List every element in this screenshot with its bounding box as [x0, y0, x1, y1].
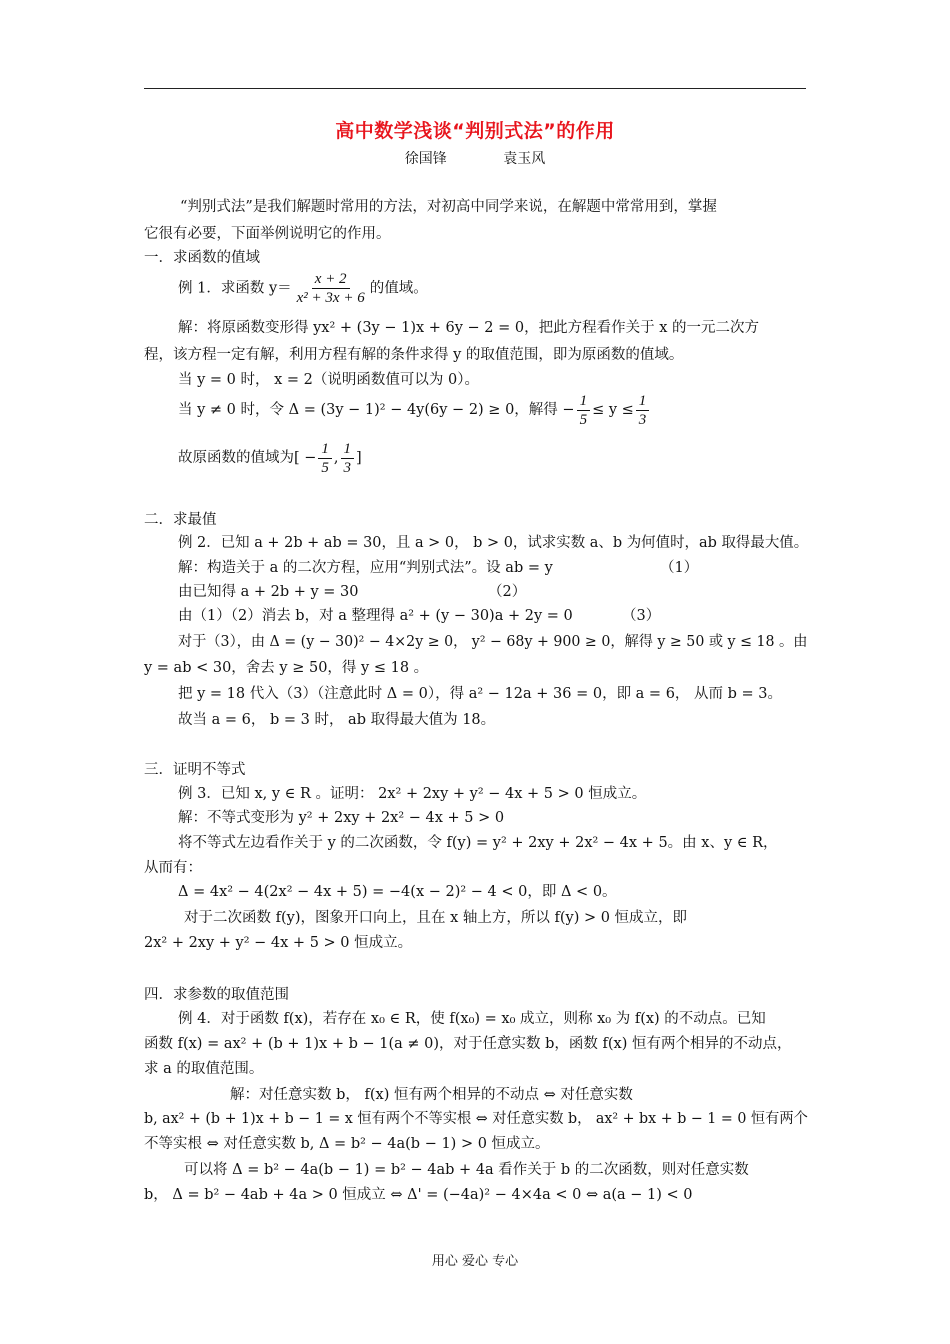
- example-4-line-3: 求 a 的取值范围。: [144, 1061, 264, 1077]
- denominator: 5: [579, 411, 588, 428]
- section-4-heading: 四．求参数的取值范围: [144, 987, 289, 1003]
- solution-2-line-6: 把 y = 18 代入（3）（注意此时 Δ = 0），得 a² − 12a + 36 = 0，即 a = 6， 从而 b = 3。: [178, 686, 783, 702]
- fraction-one-third: [341, 440, 355, 477]
- fraction-one-fifth: [318, 440, 332, 477]
- example-1: [178, 270, 428, 307]
- solution-3-line-1: 解：不等式变形为 y² + 2xy + 2x² − 4x + 5 > 0: [178, 810, 505, 826]
- solution-1-line-4: [178, 390, 651, 430]
- inequality-middle: ≤ y ≤: [592, 402, 634, 418]
- numerator: 1: [341, 440, 355, 459]
- header-rule: [144, 88, 806, 89]
- solution-4-line-1: 解：对任意实数 b， f(x) 恒有两个相异的不动点 ⇔ 对任意实数: [230, 1087, 633, 1103]
- solution-2-line-4: 对于（3），由 Δ = (y − 30)² − 4×2y ≥ 0， y² − 68y + 900 ≥ 0，解得 y ≥ 50 或 y ≤ 18 。由: [178, 634, 808, 650]
- solution-1-line-3: 当 y = 0 时， x = 2（说明函数值可以为 0）。: [178, 372, 479, 388]
- equation-number-2: （2）: [488, 584, 527, 600]
- solution-4-line-5: b， Δ = b² − 4ab + 4a > 0 恒成立 ⇔ Δ' = (−4a)² − 4×4a < 0 ⇔ a(a − 1) < 0: [144, 1187, 693, 1203]
- numerator: 1: [636, 392, 650, 411]
- solution-1-line-2: 程，该方程一定有解，利用方程有解的条件求得 y 的取值范围，即为原函数的值域。: [144, 347, 684, 363]
- fraction-numerator: x + 2: [312, 270, 350, 289]
- solution-3-line-6: 2x² + 2xy + y² − 4x + 5 > 0 恒成立。: [144, 935, 413, 951]
- solution-3-line-4: Δ = 4x² − 4(2x² − 4x + 5) = −4(x − 2)² − 4 < 0，即 Δ < 0。: [178, 884, 617, 900]
- solution-1-line-1: 解：将原函数变形得 yx² + (3y − 1)x + 6y − 2 = 0，把此方程看作关于 x 的一元二次方: [178, 320, 760, 336]
- numerator: 1: [318, 440, 332, 459]
- fraction-one-third: [636, 392, 650, 429]
- solution-4-line-2: b, ax² + (b + 1)x + b − 1 = x 恒有两个不等实根 ⇔ 对任意实数 b， ax² + bx + b − 1 = 0 恒有两个: [144, 1111, 808, 1127]
- range-comma: ,: [333, 450, 339, 466]
- solution-1-line-4-text: 当 y ≠ 0 时，令 Δ = (3y − 1)² − 4y(6y − 2) ≥ 0，解得 −: [178, 402, 575, 418]
- fraction-one-fifth: [577, 392, 591, 429]
- document-title: 高中数学浅谈“判别式法”的作用: [335, 120, 615, 142]
- solution-3-line-5: 对于二次函数 f(y)，图象开口向上，且在 x 轴上方，所以 f(y) > 0 恒成立，即: [184, 910, 688, 926]
- solution-1-line-5: [178, 438, 362, 478]
- example-4-line-1: 例 4．对于函数 f(x)，若存在 x₀ ∈ R，使 f(x₀) = x₀ 成立，则称 x₀ 为 f(x) 的不动点。已知: [178, 1011, 766, 1027]
- section-2-heading: 二．求最值: [144, 512, 217, 528]
- intro-line-1: “判别式法”是我们解题时常用的方法，对初高中同学来说，在解题中常常用到，掌握: [180, 199, 717, 215]
- intro-line-2: 它很有必要，下面举例说明它的作用。: [144, 226, 391, 242]
- page-footer: 用心 爱心 专心: [431, 1254, 519, 1269]
- example-1-fraction: [294, 270, 368, 307]
- section-3-heading: 三．证明不等式: [144, 762, 246, 778]
- denominator: 5: [321, 459, 329, 476]
- solution-2-line-3: 由（1）（2）消去 b，对 a 整理得 a² + (y − 30)a + 2y = 0: [178, 608, 573, 624]
- example-1-suffix: 的值域。: [369, 280, 428, 297]
- solution-2-line-1: 解：构造关于 a 的二次方程，应用“判别式法”。设 ab = y: [178, 560, 553, 576]
- authors: [0, 148, 950, 168]
- solution-2-line-7: 故当 a = 6， b = 3 时， ab 取得最大值为 18。: [178, 712, 496, 728]
- fraction-denominator: x² + 3x + 6: [296, 290, 365, 306]
- solution-2-line-2: 由已知得 a + 2b + y = 30: [178, 584, 359, 600]
- equation-number-3: （3）: [622, 608, 661, 624]
- section-1-heading: 一．求函数的值域: [144, 250, 260, 266]
- equation-number-1: （1）: [660, 560, 699, 576]
- example-4-line-2: 函数 f(x) = ax² + (b + 1)x + b − 1(a ≠ 0)，对于任意实数 b，函数 f(x) 恒有两个相异的不动点，: [144, 1036, 792, 1052]
- solution-3-line-2: 将不等式左边看作关于 y 的二次函数，令 f(y) = y² + 2xy + 2x² − 4x + 5。由 x、y ∈ R，: [178, 835, 778, 851]
- denominator: 3: [343, 459, 352, 476]
- solution-2-line-5: y = ab < 30，舍去 y ≥ 50，得 y ≤ 18 。: [144, 660, 429, 676]
- author-1: 徐国锋: [404, 151, 447, 167]
- solution-3-line-3: 从而有：: [144, 860, 202, 876]
- solution-4-line-4: 可以将 Δ = b² − 4a(b − 1) = b² − 4ab + 4a 看作关于 b 的二次函数，则对任意实数: [184, 1162, 749, 1178]
- example-1-prefix: 例 1．求函数 y＝: [178, 280, 292, 297]
- range-bracket: ]: [356, 450, 362, 466]
- solution-4-line-3: 不等实根 ⇔ 对任意实数 b, Δ = b² − 4a(b − 1) > 0 恒成立。: [144, 1136, 550, 1152]
- example-3: 例 3．已知 x, y ∈ R 。证明： 2x² + 2xy + y² − 4x + 5 > 0 恒成立。: [178, 786, 647, 802]
- denominator: 3: [638, 411, 647, 428]
- range-prefix: 故原函数的值域为[ −: [178, 450, 317, 466]
- numerator: 1: [577, 392, 591, 411]
- example-2: 例 2．已知 a + 2b + ab = 30，且 a > 0， b > 0，试求实数 a、b 为何值时，ab 取得最大值。: [178, 535, 809, 551]
- author-2: 袁玉风: [503, 151, 546, 167]
